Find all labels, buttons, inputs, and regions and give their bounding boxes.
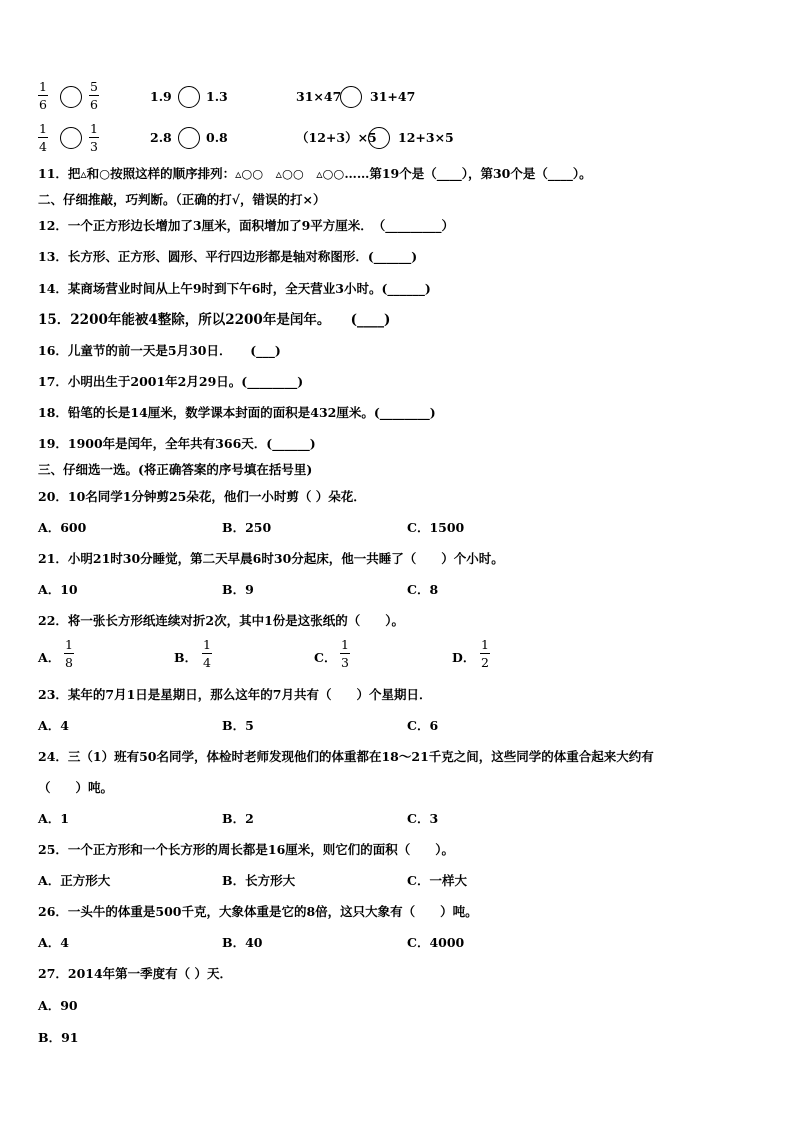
denominator: 8 [65, 655, 73, 670]
question-14: 14．某商场营业时间从上午9时到下午6时，全天营业3小时。(______) [38, 281, 431, 296]
denominator: 3 [341, 655, 349, 670]
question-20: 20．10名同学1分钟剪25朵花，他们一小时剪（ ）朵花． [38, 489, 366, 504]
option-a-fraction [64, 638, 74, 669]
numerator: 1 [39, 121, 47, 136]
compare-circle[interactable] [340, 86, 362, 108]
option-c-fraction [340, 638, 350, 669]
section-2-heading: 二、仔细推敲，巧判断。（正确的打√，错误的打×） [38, 192, 326, 207]
option-c-label[interactable]: C． [314, 650, 337, 665]
numerator: 5 [90, 79, 98, 94]
compare-circle[interactable] [178, 86, 200, 108]
question-13: 13．长方形、正方形、圆形、平行四边形都是轴对称图形．(______) [38, 249, 418, 264]
numerator: 1 [39, 79, 47, 94]
question-27: 27．2014年第一季度有（ ）天． [38, 966, 233, 981]
numerator: 1 [481, 637, 489, 652]
question-12: 12．一个正方形边长增加了3厘米，面积增加了9平方厘米． （_________） [38, 218, 455, 233]
option-a[interactable]: A．600 [38, 520, 87, 535]
question-22: 22．将一张长方形纸连续对折2次，其中1份是这张纸的（ ）。 [38, 613, 405, 628]
denominator: 4 [203, 655, 211, 670]
compare-circle[interactable] [178, 127, 200, 149]
question-16: 16．儿童节的前一天是5月30日． (___) [38, 343, 281, 358]
option-a[interactable]: A．正方形大 [38, 873, 111, 888]
compare-left-1b: 1.9 [150, 89, 172, 104]
question-18: 18．铅笔的长是14厘米，数学课本封面的面积是432厘米。(________) [38, 405, 436, 420]
compare-right-1c: 31+47 [370, 89, 416, 104]
denominator: 4 [39, 139, 47, 154]
numerator: 1 [341, 637, 349, 652]
compare-circle[interactable] [60, 127, 82, 149]
question-25: 25．一个正方形和一个长方形的周长都是16厘米，则它们的面积（ ）。 [38, 842, 455, 857]
question-17: 17．小明出生于2001年2月29日。(________) [38, 374, 304, 389]
option-c[interactable]: C．3 [407, 811, 439, 826]
option-a[interactable]: A．90 [38, 998, 78, 1013]
option-d-label[interactable]: D． [452, 650, 476, 665]
option-b[interactable]: B．250 [222, 520, 272, 535]
option-a[interactable]: A．4 [38, 718, 69, 733]
question-15: 15．2200年能被4整除，所以2200年是闰年。 (____) [38, 312, 391, 328]
option-b-label[interactable]: B． [174, 650, 198, 665]
option-b[interactable]: B．2 [222, 811, 254, 826]
question-19: 19．1900年是闰年，全年共有366天．(______) [38, 436, 316, 451]
question-24-line2: （ ）吨。 [38, 780, 114, 795]
compare-left-1c: 31×47 [296, 89, 342, 104]
numerator: 1 [65, 637, 73, 652]
option-b[interactable]: B．9 [222, 582, 254, 597]
denominator: 3 [90, 139, 98, 154]
option-a[interactable]: A．4 [38, 935, 69, 950]
option-c[interactable]: C．一样大 [407, 873, 467, 888]
compare-right-1b: 1.3 [206, 89, 228, 104]
option-d-fraction [480, 638, 490, 669]
option-b-fraction [202, 638, 212, 669]
option-b[interactable]: B．长方形大 [222, 873, 296, 888]
option-b[interactable]: B．40 [222, 935, 263, 950]
compare-right-2b: 0.8 [206, 130, 228, 145]
compare-right-2c: 12+3×5 [398, 130, 454, 145]
compare-circle[interactable] [60, 86, 82, 108]
question-11: 11．把▵和○按照这样的顺序排列：▵○○ ▵○○ ▵○○……第19个是（____），第30个是（____）。 [38, 166, 592, 181]
option-b[interactable]: B．5 [222, 718, 254, 733]
compare-left-2c: （12+3）×5 [296, 130, 377, 145]
numerator: 1 [203, 637, 211, 652]
numerator: 1 [90, 121, 98, 136]
compare-circle[interactable] [368, 127, 390, 149]
fraction-right-2a [89, 122, 99, 153]
fraction-right-1a [89, 80, 99, 111]
option-a[interactable]: A．10 [38, 582, 78, 597]
fraction-left-1a [38, 80, 48, 111]
question-26: 26．一头牛的体重是500千克，大象体重是它的8倍，这只大象有（ ）吨。 [38, 904, 478, 919]
question-21: 21．小明21时30分睡觉，第二天早晨6时30分起床，他一共睡了（ ）个小时。 [38, 551, 504, 566]
option-c[interactable]: C．4000 [407, 935, 465, 950]
denominator: 6 [39, 97, 47, 112]
option-c[interactable]: C．1500 [407, 520, 465, 535]
option-c[interactable]: C．8 [407, 582, 439, 597]
section-3-heading: 三、仔细选一选。(将正确答案的序号填在括号里) [38, 462, 313, 477]
question-23: 23．某年的7月1日是星期日，那么这年的7月共有（ ）个星期日． [38, 687, 432, 702]
denominator: 2 [481, 655, 489, 670]
option-a-label[interactable]: A． [38, 650, 61, 665]
question-24-line1: 24．三（1）班有50名同学，体检时老师发现他们的体重都在18～21千克之间，这些同学的体重合起来大约有 [38, 749, 654, 764]
fraction-left-2a [38, 122, 48, 153]
compare-left-2b: 2.8 [150, 130, 172, 145]
denominator: 6 [90, 97, 98, 112]
option-b[interactable]: B．91 [38, 1030, 79, 1045]
option-a[interactable]: A．1 [38, 811, 69, 826]
option-c[interactable]: C．6 [407, 718, 439, 733]
